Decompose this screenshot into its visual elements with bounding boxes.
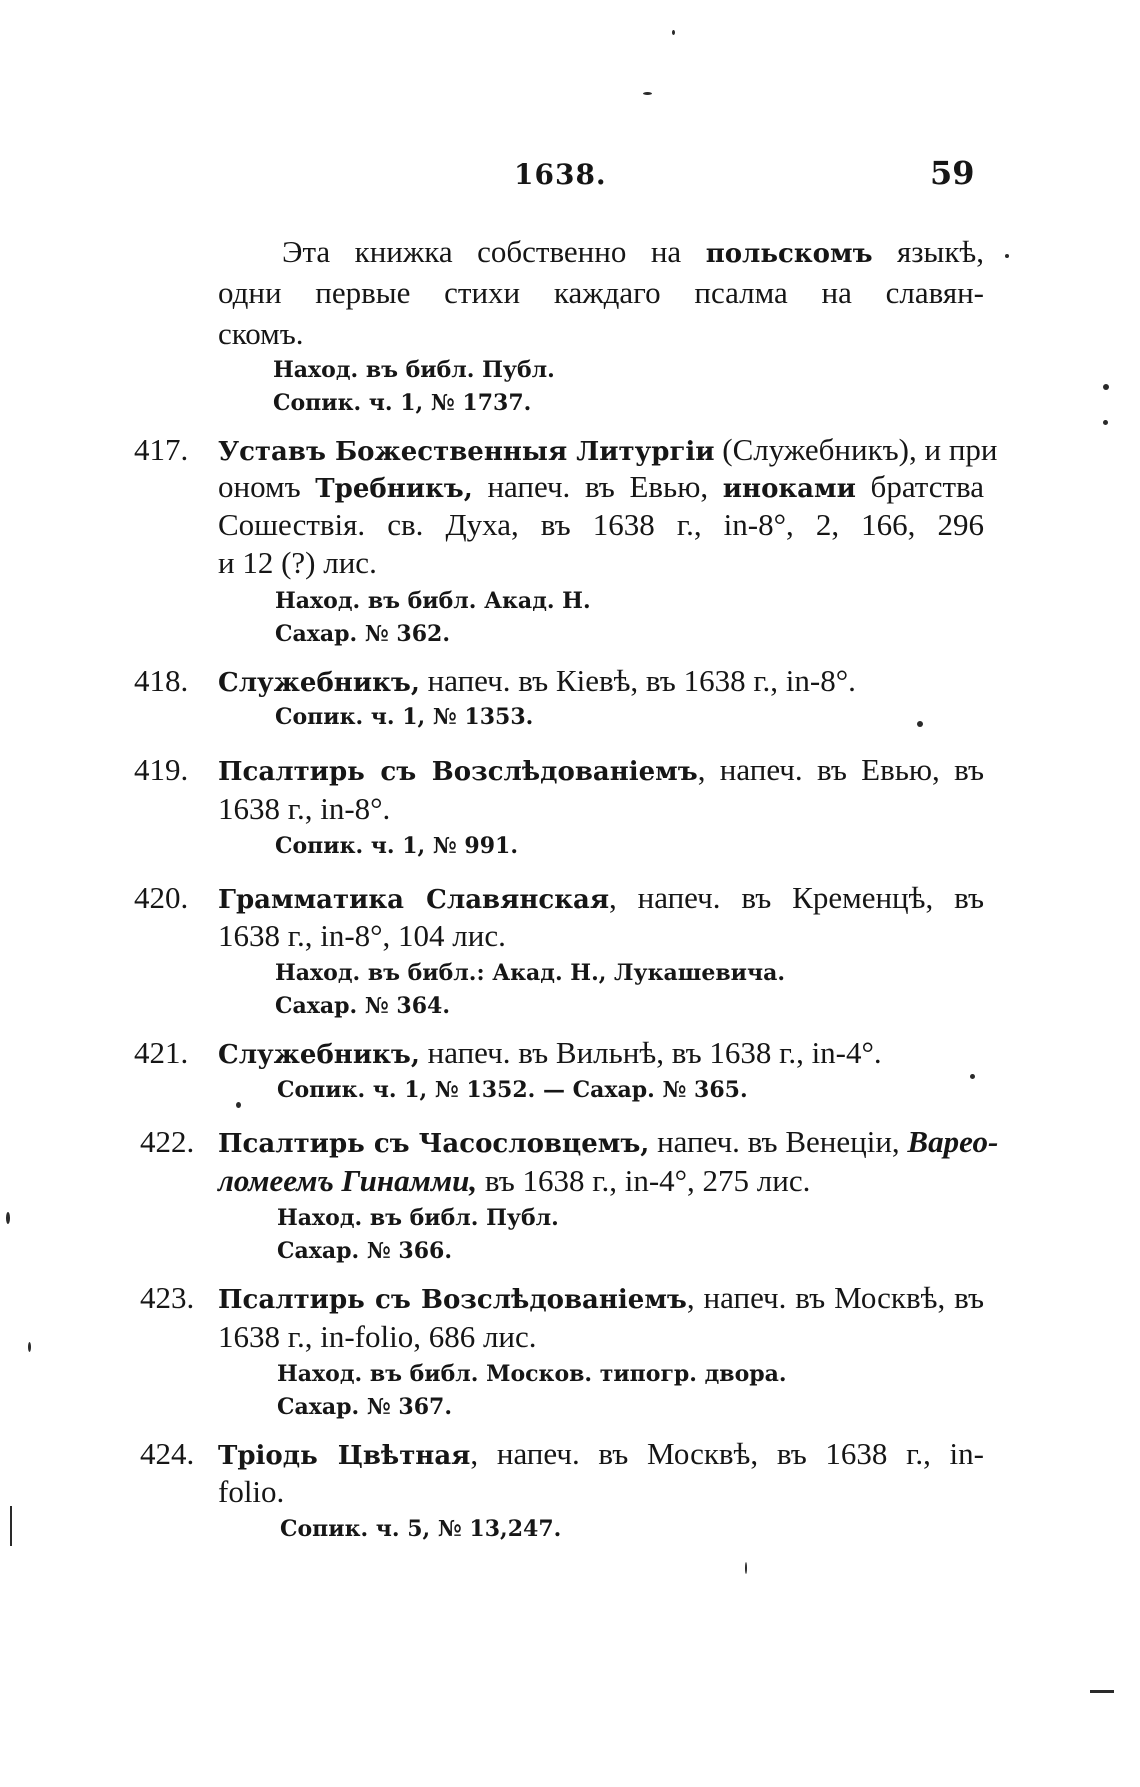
entry-number: 417. [134, 432, 189, 467]
entry-line: 1638 г., in-folio, 686 лис. [218, 1319, 537, 1354]
entry-number: 422. [140, 1124, 195, 1159]
intro-note-2: Сопик. ч. 1, № 1737. [273, 390, 532, 416]
page-number: 59 [930, 154, 975, 192]
scan-speck [1103, 420, 1108, 425]
entry-line: ломеемъ Гинамми, въ 1638 г., in-4°, 275 лис. [218, 1163, 811, 1198]
running-head-year: 1638. [514, 158, 607, 191]
entry-note: Сахар. № 366. [277, 1238, 452, 1264]
entry-note: Наход. въ библ. Москов. типогр. двора. [277, 1361, 787, 1387]
entry-line: ономъ Требникъ, напеч. въ Евью, иноками братства [218, 469, 984, 504]
entry-line: Псалтирь съ Возслѣдованіемъ, напеч. въ Москвѣ, въ [218, 1280, 984, 1315]
entry-note: Сопик. ч. 1, № 1353. [275, 704, 534, 730]
entry-line: Грамматика Славянская, напеч. въ Кременцѣ, въ [218, 880, 984, 915]
entry-line: Псалтирь съ Часословцемъ, напеч. въ Венеціи, Варео- [218, 1124, 999, 1159]
scan-speck [6, 1212, 10, 1224]
entry-line: Псалтирь съ Возслѣдованіемъ, напеч. въ Евью, въ [218, 752, 984, 787]
scan-speck [672, 30, 675, 35]
scan-speck [1090, 1690, 1114, 1693]
entry-line: 1638 г., in-8°, 104 лис. [218, 918, 506, 953]
intro-line-1: Эта книжка собственно на польскомъ языкѣ, [282, 234, 984, 269]
entry-note: Сахар. № 367. [277, 1394, 452, 1420]
entry-note: Наход. въ библ.: Акад. Н., Лукашевича. [275, 960, 785, 986]
entry-line: Служебникъ, напеч. въ Кіевѣ, въ 1638 г., in-8°. [218, 663, 856, 698]
entry-line: 1638 г., in-8°. [218, 791, 391, 826]
entry-number: 419. [134, 752, 189, 787]
entry-note: Наход. въ библ. Акад. Н. [275, 588, 591, 614]
intro-note-1: Наход. въ библ. Публ. [273, 357, 555, 383]
scan-speck [1103, 384, 1109, 390]
entry-number: 418. [134, 663, 189, 698]
scan-speck [643, 92, 652, 95]
entry-line: Тріодь Цвѣтная, напеч. въ Москвѣ, въ 1638 г., in- [218, 1436, 984, 1471]
entry-number: 420. [134, 880, 189, 915]
entry-note: Сопик. ч. 1, № 1352. — Сахар. № 365. [277, 1077, 748, 1103]
intro-line-3: скомъ. [218, 316, 304, 351]
entry-line: и 12 (?) лис. [218, 545, 377, 580]
scan-speck [917, 721, 923, 727]
entry-number: 423. [140, 1280, 195, 1315]
entry-note: Сопик. ч. 5, № 13,247. [280, 1516, 562, 1542]
entry-note: Наход. въ библ. Публ. [277, 1205, 559, 1231]
scan-speck [236, 1102, 241, 1108]
entry-number: 421. [134, 1035, 189, 1070]
scan-speck [28, 1342, 31, 1352]
entry-note: Сахар. № 362. [275, 621, 450, 647]
scan-speck [745, 1562, 747, 1574]
entry-note: Сопик. ч. 1, № 991. [275, 833, 519, 859]
intro-line-2: одни первые стихи каждаго псалма на славян- [218, 275, 984, 310]
scan-speck [970, 1074, 975, 1079]
entry-note: Сахар. № 364. [275, 993, 450, 1019]
entry-line: Служебникъ, напеч. въ Вильнѣ, въ 1638 г., in-4°. [218, 1035, 882, 1070]
scan-speck [1005, 254, 1009, 258]
scan-speck [10, 1506, 12, 1546]
entry-line: Уставъ Божественныя Литургіи (Служебникъ), и при [218, 432, 998, 467]
entry-number: 424. [140, 1436, 195, 1471]
entry-line: Сошествія. св. Духа, въ 1638 г., in-8°, 2, 166, 296 [218, 507, 984, 542]
entry-line: folio. [218, 1474, 285, 1509]
